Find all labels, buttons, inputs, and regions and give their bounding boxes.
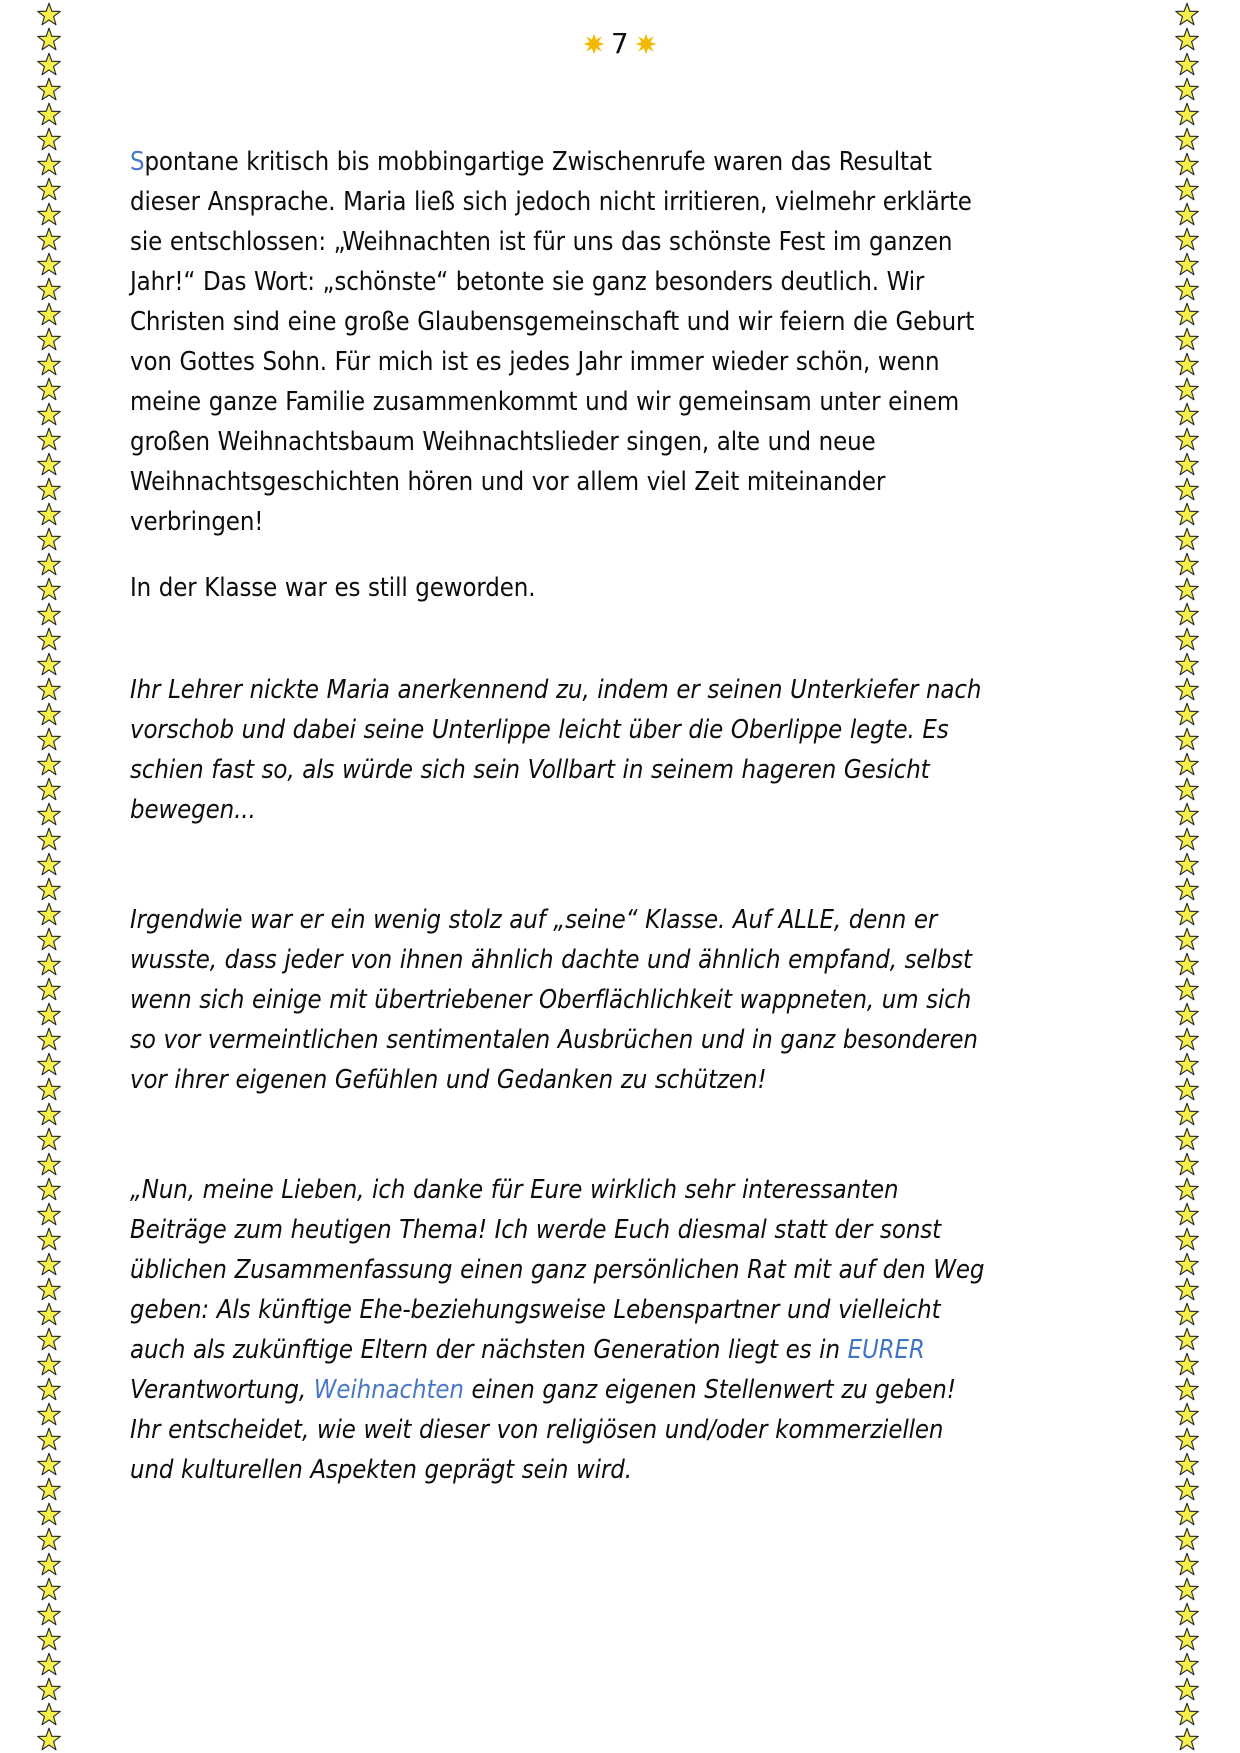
star-icon (1174, 577, 1200, 602)
star-icon (1174, 377, 1200, 402)
star-icon (1174, 1702, 1200, 1727)
star-icon (36, 1102, 62, 1127)
star-icon (1174, 1027, 1200, 1052)
star-icon (1174, 402, 1200, 427)
star-icon (1174, 1127, 1200, 1152)
star-icon (1174, 427, 1200, 452)
star-icon (36, 302, 62, 327)
star-icon (36, 952, 62, 977)
star-icon (36, 552, 62, 577)
star-icon (1174, 1477, 1200, 1502)
star-icon (1174, 252, 1200, 277)
star-icon (36, 577, 62, 602)
paragraph-5 (130, 1170, 988, 1490)
star-icon (36, 1402, 62, 1427)
star-icon (1174, 302, 1200, 327)
star-icon (1174, 977, 1200, 1002)
star-icon (36, 1127, 62, 1152)
star-icon (36, 627, 62, 652)
star-icon (36, 777, 62, 802)
star-icon (1174, 1577, 1200, 1602)
star-icon (1174, 1302, 1200, 1327)
star-icon (36, 1002, 62, 1027)
star-icon (1174, 902, 1200, 927)
star-icon (36, 377, 62, 402)
star-icon (36, 1302, 62, 1327)
star-icon (1174, 1252, 1200, 1277)
star-icon (1174, 1552, 1200, 1577)
star-icon (1174, 1602, 1200, 1627)
star-icon (1174, 1452, 1200, 1477)
star-icon (1174, 1177, 1200, 1202)
star-icon (1174, 877, 1200, 902)
star-icon (36, 1202, 62, 1227)
star-icon (1174, 802, 1200, 827)
star-icon (36, 1277, 62, 1302)
star-icon (1174, 1652, 1200, 1677)
star-icon (1174, 927, 1200, 952)
paragraph-1-text: pontane kritisch bis mobbingartige Zwischenrufe waren das Resultat dieser Ansprache. Maria ließ sich jedoch nicht irritieren, vielmehr erklärte sie entschlossen: „Weihnachten ist für uns das schönste Fest im ganzen Jahr!“ Das Wort: „schönste“ betonte sie ganz besonders deutlich. Wir Christen sind eine große Glaubensgemeinschaft und wir feiern die Geburt von Gottes Sohn. Für mich ist es jedes Jahr immer wieder schön, wenn meine ganze Familie zusammenkommt und wir gemeinsam unter einem großen Weihnachtsbaum Weihnachtslieder singen, alte und neue Weihnachtsgeschichten hören und vor allem viel Zeit miteinander verbringen! (130, 147, 975, 537)
star-icon (1174, 1002, 1200, 1027)
star-icon (1174, 1227, 1200, 1252)
star-icon (1174, 127, 1200, 152)
star-icon (1174, 1102, 1200, 1127)
star-icon (36, 1452, 62, 1477)
paragraph-1 (130, 142, 988, 542)
star-icon (36, 527, 62, 552)
star-icon (1174, 752, 1200, 777)
star-icon (36, 802, 62, 827)
star-icon (1174, 502, 1200, 527)
star-icon (1174, 1377, 1200, 1402)
star-icon (36, 327, 62, 352)
star-icon (36, 1727, 62, 1752)
right-star-border (1164, 0, 1210, 1753)
star-icon (36, 902, 62, 927)
star-icon (36, 1377, 62, 1402)
star-icon (1174, 1627, 1200, 1652)
left-star-border (26, 0, 72, 1753)
star-icon (36, 1602, 62, 1627)
accent-eurer: EURER (847, 1335, 925, 1365)
star-icon (36, 677, 62, 702)
star-icon (1174, 677, 1200, 702)
star-icon (36, 877, 62, 902)
accent-weihnachten: Weihnachten (313, 1375, 464, 1405)
star-icon (36, 977, 62, 1002)
star-icon (36, 127, 62, 152)
star-icon (1174, 1052, 1200, 1077)
star-icon (36, 1077, 62, 1102)
paragraph-5-text-b: Verantwortung, (130, 1375, 314, 1405)
star-icon (1174, 1202, 1200, 1227)
star-icon (36, 102, 62, 127)
star-icon (1174, 102, 1200, 127)
star-icon (36, 502, 62, 527)
star-icon (36, 1502, 62, 1527)
star-icon (1174, 552, 1200, 577)
star-icon (1174, 1502, 1200, 1527)
star-icon (1174, 702, 1200, 727)
star-icon (36, 227, 62, 252)
star-icon (36, 452, 62, 477)
star-icon (36, 1252, 62, 1277)
spacer (130, 830, 988, 900)
star-icon (36, 1627, 62, 1652)
star-icon (36, 852, 62, 877)
starburst-icon-right (635, 33, 657, 55)
star-icon (1174, 777, 1200, 802)
page-header (0, 27, 1240, 60)
starburst-icon-left (583, 33, 605, 55)
star-icon (1174, 1277, 1200, 1302)
star-icon (36, 152, 62, 177)
paragraph-5-text-c: einen ganz eigenen Stellenwert zu geben! Ihr entscheidet, wie weit dieser von religiösen und/oder kommerziellen und kulturellen Aspekten geprägt sein wird. (130, 1375, 956, 1485)
page-number: 7 (610, 27, 630, 60)
star-icon (36, 1152, 62, 1177)
star-icon (1174, 827, 1200, 852)
star-icon (36, 1177, 62, 1202)
star-icon (36, 427, 62, 452)
paragraph-2: In der Klasse war es still geworden. (130, 573, 536, 603)
star-icon (1174, 2, 1200, 27)
star-icon (36, 352, 62, 377)
star-icon (36, 1477, 62, 1502)
star-icon (1174, 1677, 1200, 1702)
star-icon (36, 2, 62, 27)
spacer (130, 542, 988, 568)
star-icon (1174, 1152, 1200, 1177)
star-icon (1174, 727, 1200, 752)
star-icon (36, 402, 62, 427)
star-icon (36, 1027, 62, 1052)
star-icon (36, 1677, 62, 1702)
star-icon (36, 77, 62, 102)
initial-letter: S (130, 147, 145, 177)
star-icon (1174, 477, 1200, 502)
star-icon (1174, 602, 1200, 627)
star-icon (36, 827, 62, 852)
star-icon (1174, 527, 1200, 552)
star-icon (36, 927, 62, 952)
star-icon (36, 727, 62, 752)
star-icon (1174, 227, 1200, 252)
star-icon (1174, 352, 1200, 377)
star-icon (36, 277, 62, 302)
paragraph-5-text-a: „Nun, meine Lieben, ich danke für Eure wirklich sehr interessanten Beiträge zum heutigen Thema! Ich werde Euch diesmal statt der sonst üblichen Zusammenfassung einen ganz persönlichen Rat mit auf den Weg geben: Als künftige Ehe-beziehungsweise Lebenspartner und vielleicht auch als zukünftige Eltern der nächsten Generation liegt es in (130, 1175, 985, 1365)
star-icon (36, 1352, 62, 1377)
star-icon (36, 1552, 62, 1577)
star-icon (1174, 1527, 1200, 1552)
star-icon (1174, 152, 1200, 177)
star-icon (36, 752, 62, 777)
star-icon (36, 1652, 62, 1677)
star-icon (36, 202, 62, 227)
star-icon (36, 602, 62, 627)
star-icon (36, 1427, 62, 1452)
star-icon (36, 1052, 62, 1077)
star-icon (1174, 277, 1200, 302)
star-icon (1174, 202, 1200, 227)
star-icon (36, 1227, 62, 1252)
star-icon (1174, 177, 1200, 202)
paragraph-4: Irgendwie war er ein wenig stolz auf „seine“ Klasse. Auf ALLE, denn er wusste, dass jeder von ihnen ähnlich dachte und ähnlich empfand, selbst wenn sich einige mit übertriebener Oberflächlichkeit wappneten, um sich so vor vermeintlichen sentimentalen Ausbrüchen und in ganz besonderen vor ihrer eigenen Gefühlen und Gedanken zu schützen! (130, 905, 978, 1095)
star-icon (36, 1702, 62, 1727)
star-icon (1174, 77, 1200, 102)
star-icon (1174, 1727, 1200, 1752)
spacer (130, 1100, 988, 1170)
star-icon (1174, 327, 1200, 352)
star-icon (36, 252, 62, 277)
paragraph-3: Ihr Lehrer nickte Maria anerkennend zu, indem er seinen Unterkiefer nach vorschob und dabei seine Unterlippe leicht über die Oberlippe legte. Es schien fast so, als würde sich sein Vollbart in seinem hageren Gesicht bewegen... (130, 675, 982, 825)
star-icon (36, 177, 62, 202)
star-icon (36, 477, 62, 502)
story-content (130, 142, 988, 1490)
star-icon (1174, 952, 1200, 977)
star-icon (36, 1577, 62, 1602)
star-icon (36, 652, 62, 677)
star-icon (1174, 652, 1200, 677)
star-icon (1174, 1352, 1200, 1377)
star-icon (1174, 852, 1200, 877)
star-icon (36, 702, 62, 727)
star-icon (1174, 1402, 1200, 1427)
star-icon (1174, 452, 1200, 477)
star-icon (36, 1327, 62, 1352)
spacer (130, 608, 988, 670)
star-icon (1174, 1327, 1200, 1352)
star-icon (36, 1527, 62, 1552)
star-icon (1174, 1077, 1200, 1102)
star-icon (1174, 627, 1200, 652)
star-icon (1174, 1427, 1200, 1452)
